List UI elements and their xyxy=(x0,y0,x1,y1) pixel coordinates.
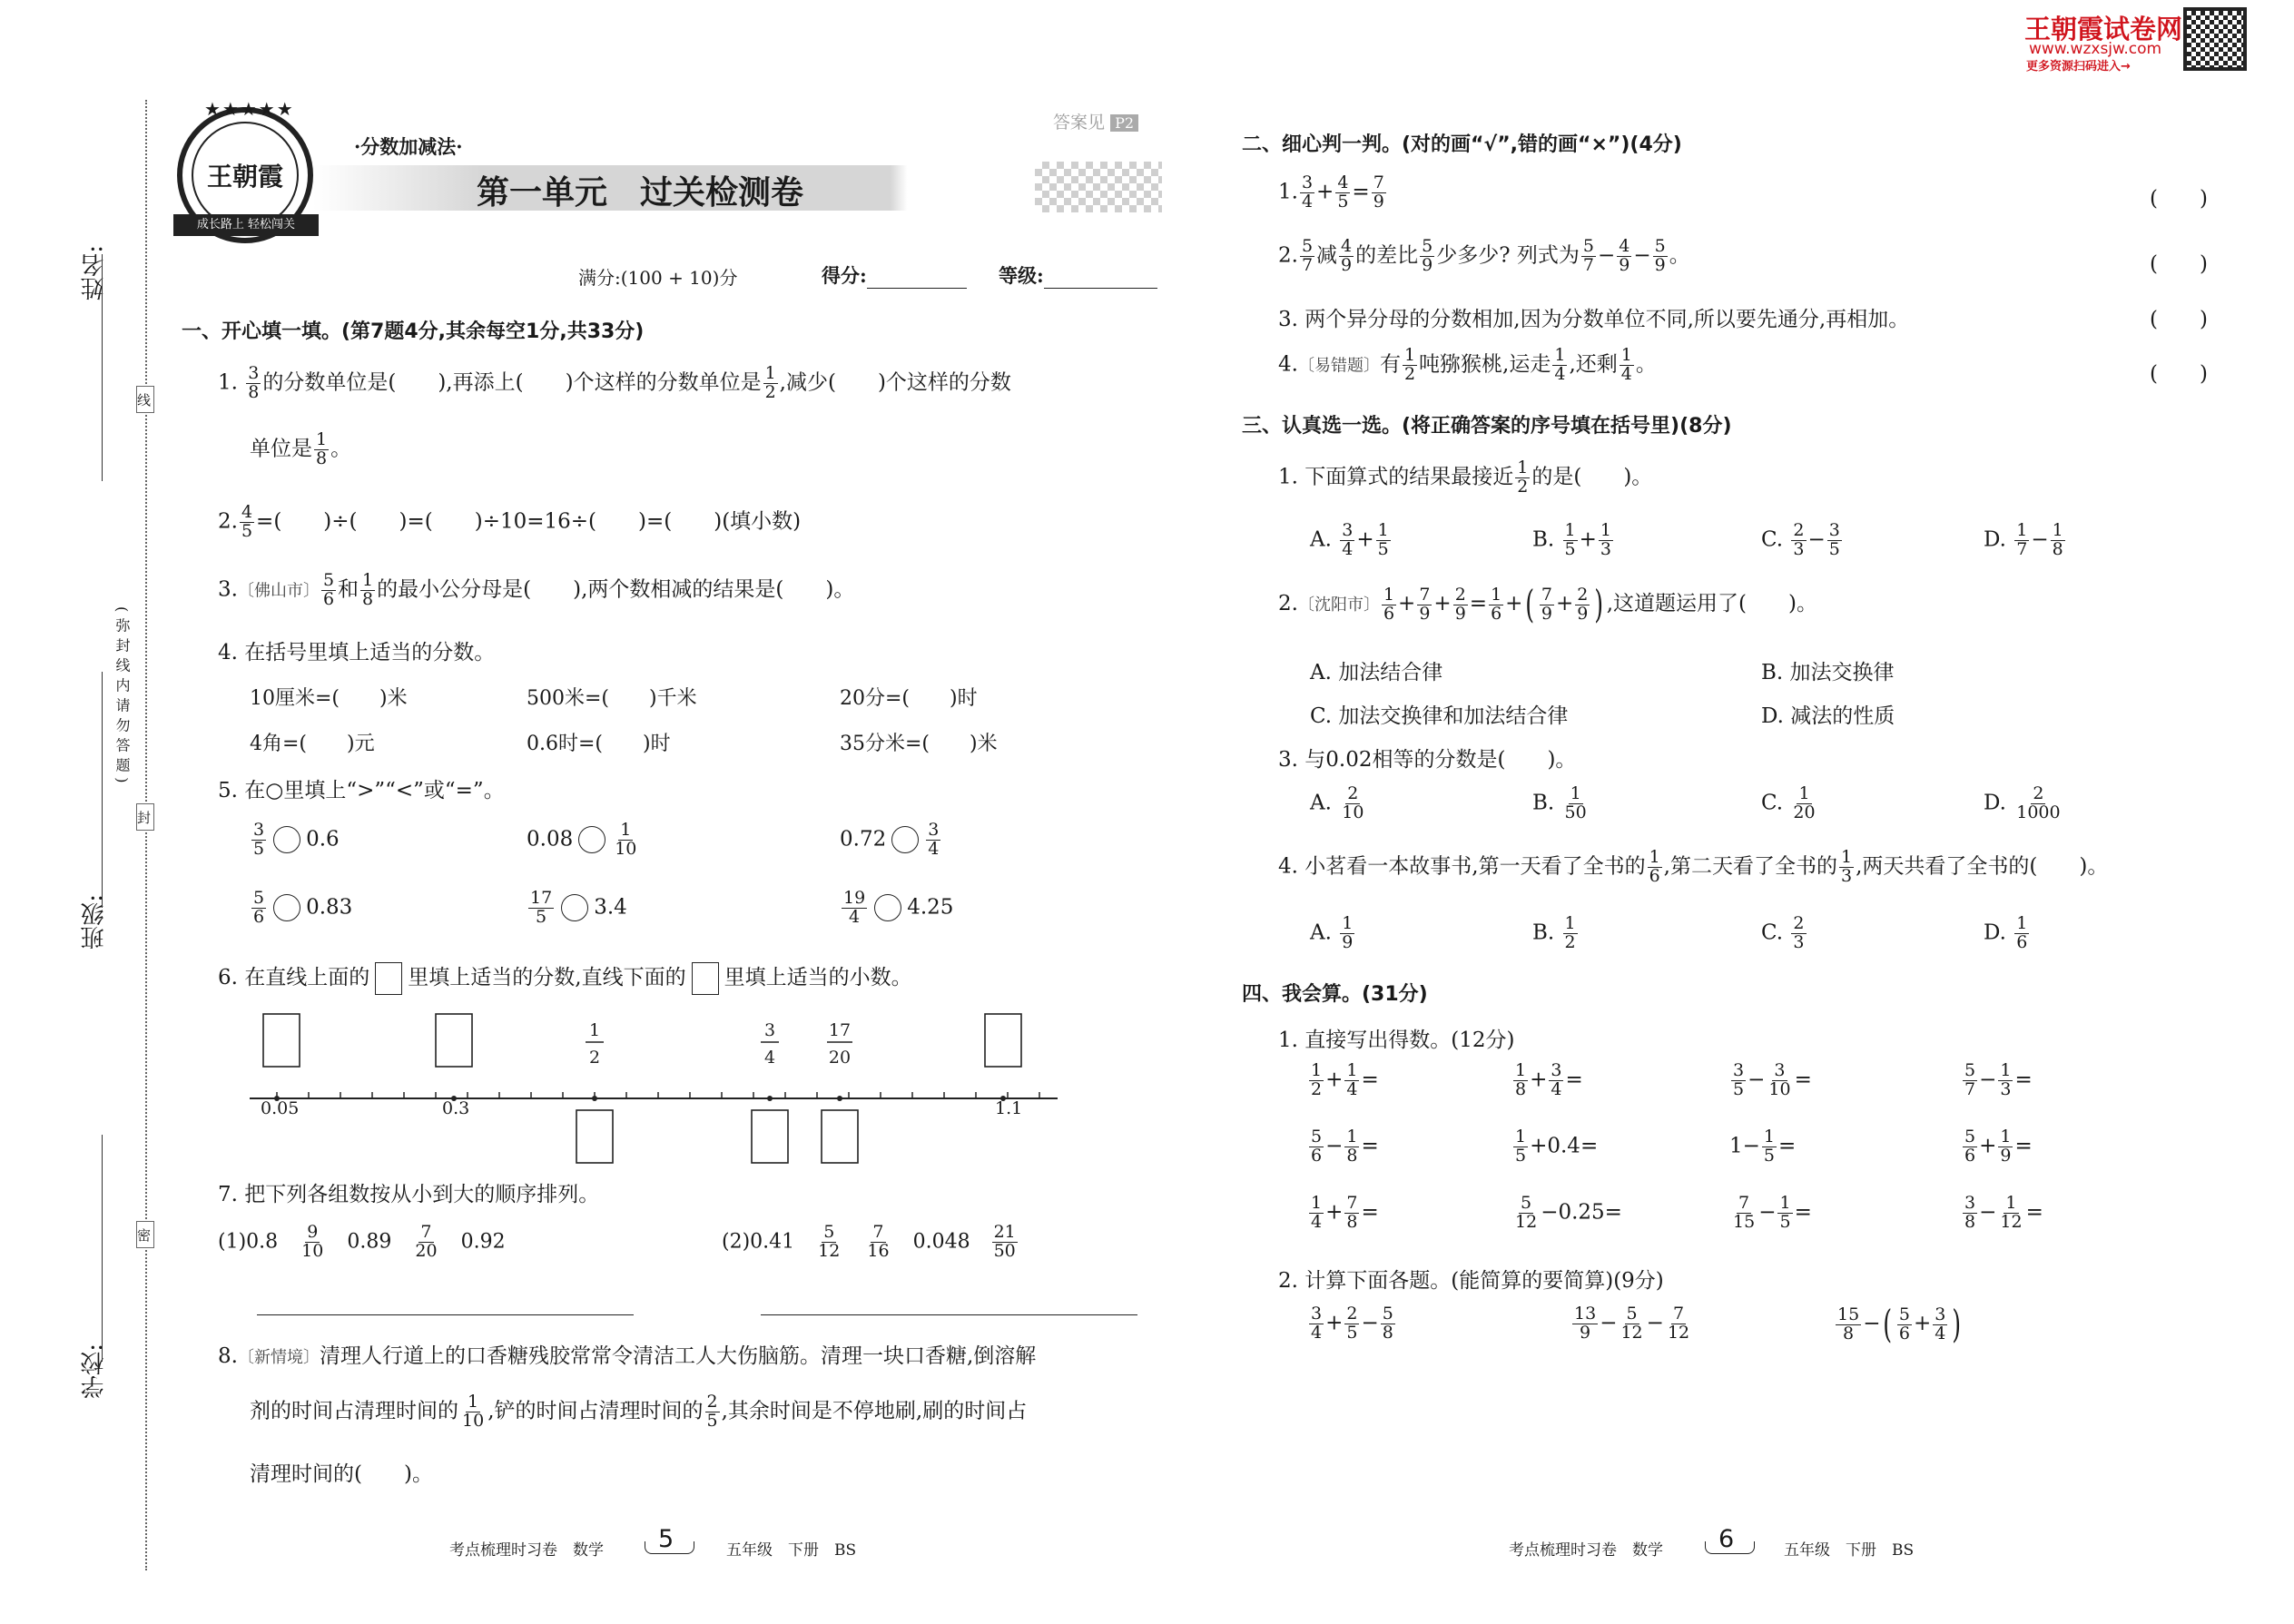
compare-circle xyxy=(561,894,588,921)
s1-q4-item: 0.6时=( )时 xyxy=(527,733,671,755)
logo-badge xyxy=(177,107,313,243)
qr-code-icon[interactable] xyxy=(2183,7,2247,71)
s3-q2: 2.〔沈阳市〕 $\frac{1}{6}$ + $\frac{7}{9}$ + $\frac{2}{9}$ = $\frac{1}{6}$ +( $\frac{7}{9}$ + $\frac{2}{9}$ ) ,这道题运用了( )。 xyxy=(1278,582,1817,626)
footer-right: 考点梳理时习卷 数学 xyxy=(1509,1541,1663,1560)
frac: $\frac{3}{8}$ xyxy=(248,363,260,402)
judge-paren[interactable]: ( ) xyxy=(2150,362,2208,386)
svg-text:3: 3 xyxy=(763,1020,776,1040)
section3-title: 三、认真选一选。(将正确答案的序号填在括号里)(8分) xyxy=(1242,415,1732,438)
s1-q5-item[interactable]: $\frac{19}{4}$ 4.25 xyxy=(843,888,954,927)
s1-q3: 3.〔佛山市〕 $\frac{5}{6}$ 和 $\frac{1}{8}$ 的最小公分母是( ),两个数相减的结果是( )。 xyxy=(218,570,855,609)
calc-item[interactable]: $\frac{5}{7}$ − $\frac{1}{3}$ = xyxy=(1964,1060,2033,1099)
calc-item[interactable]: $\frac{5}{6}$ + $\frac{1}{9}$ = xyxy=(1964,1127,2033,1166)
calc-item[interactable]: $\frac{5}{12}$ −0.25= xyxy=(1515,1193,1622,1232)
answer-box xyxy=(375,962,402,995)
school-label: 学校: xyxy=(81,1343,108,1399)
error-tag: 〔易错题〕 xyxy=(1297,356,1380,376)
region-tag: 〔沈阳市〕 xyxy=(1297,595,1380,615)
s1-q5: 5. 在○里填上“>”“<”或“=”。 xyxy=(218,779,505,802)
option-a[interactable]: A. $\frac{1}{9}$ xyxy=(1310,913,1354,952)
number-line-label: 1.1 xyxy=(995,1098,1023,1118)
calc-item[interactable]: $\frac{1}{4}$ + $\frac{7}{8}$ = xyxy=(1311,1193,1379,1232)
compare-circle xyxy=(891,826,919,853)
s1-q2: 2. $\frac{4}{5}$ =( )÷( )=( )÷10=16÷( )=( )(填小数) xyxy=(218,502,802,541)
s1-q1-line1: 1. $\frac{3}{8}$ 的分数单位是( ),再添上( )个这样的分数单位是 $\frac{1}{2}$ ,减少( )个这样的分数 xyxy=(218,363,1011,402)
checker-pattern xyxy=(1035,162,1162,212)
s1-q4-item: 500米=( )千米 xyxy=(527,687,697,710)
section1-title: 一、开心填一填。(第7题4分,其余每空1分,共33分) xyxy=(182,320,645,343)
compare-circle xyxy=(578,826,605,853)
class-label: 班级: xyxy=(81,894,108,950)
calc-item[interactable]: $\frac{1}{2}$ + $\frac{1}{4}$ = xyxy=(1311,1060,1379,1099)
s1-q8-line3: 清理时间的( )。 xyxy=(250,1462,433,1486)
seal-mark-line: 线 xyxy=(136,386,154,413)
name-field[interactable] xyxy=(77,245,111,300)
footer-right-grade: 五年级 下册 BS xyxy=(1784,1541,1915,1560)
option-a[interactable]: A. $\frac{2}{10}$ xyxy=(1310,783,1364,822)
page-number: 5 xyxy=(658,1525,674,1553)
s1-q7: 7. 把下列各组数按从小到大的顺序排列。 xyxy=(218,1183,600,1206)
s1-q7-group1: (1)0.8 $\frac{9}{10}$ 0.89 $\frac{7}{20}$ 0.92 xyxy=(218,1222,506,1261)
brand-name: 王朝霞试卷网 xyxy=(2024,14,2183,44)
judge-paren[interactable]: ( ) xyxy=(2150,252,2208,276)
svg-text:1: 1 xyxy=(588,1020,601,1040)
calc-item[interactable]: $\frac{15}{8}$ −( $\frac{5}{6}$ + $\frac{3}{4}$ ) xyxy=(1837,1302,1962,1346)
logo-text: 王朝霞 xyxy=(206,162,283,192)
s2-q4: 4.〔易错题〕有 $\frac{1}{2}$ 吨猕猴桃,运走 $\frac{1}{4}$ ,还剩 $\frac{1}{4}$ 。 xyxy=(1278,345,1657,384)
page-number-bracket xyxy=(1705,1541,1755,1554)
logo-stars: ★★★★★ xyxy=(204,98,295,120)
calc-item[interactable]: $\frac{3}{4}$ + $\frac{2}{5}$ − $\frac{5}{8}$ xyxy=(1311,1304,1393,1343)
calc-item[interactable]: 1− $\frac{1}{5}$ = xyxy=(1729,1127,1797,1166)
section4-title: 四、我会算。(31分) xyxy=(1242,983,1428,1006)
topic-label: ·分数加减法· xyxy=(354,135,463,158)
compare-circle xyxy=(273,894,300,921)
s1-q5-item[interactable]: $\frac{17}{5}$ 3.4 xyxy=(530,888,627,927)
s1-q5-item[interactable]: 0.08 $\frac{1}{10}$ xyxy=(527,820,637,859)
option-b[interactable]: B. $\frac{1}{5}$ + $\frac{1}{3}$ xyxy=(1532,520,1611,559)
s1-q6: 6. 在直线上面的 里填上适当的分数,直线下面的 里填上适当的小数。 xyxy=(218,960,912,995)
footer-left: 考点梳理时习卷 数学 xyxy=(449,1541,604,1560)
s1-q8-line1: 8.〔新情境〕清理人行道上的口香糖残胶常常令清洁工人大伤脑筋。清理一块口香糖,倒溶解 xyxy=(218,1344,1037,1368)
s2-q3: 3. 两个异分母的分数相加,因为分数单位不同,所以要先通分,再相加。 xyxy=(1278,308,1910,331)
frac: $\frac{1}{2}$ xyxy=(764,363,776,402)
class-field[interactable] xyxy=(77,894,111,950)
option-c[interactable]: C. 加法交换律和加法结合律 xyxy=(1310,704,1569,728)
score-label: 得分: xyxy=(822,264,867,287)
judge-paren[interactable]: ( ) xyxy=(2150,187,2208,211)
answer-box xyxy=(692,962,719,995)
judge-paren[interactable]: ( ) xyxy=(2150,308,2208,331)
s4-q2: 2. 计算下面各题。(能简算的要简算)(9分) xyxy=(1278,1269,1664,1293)
dotted-seal-line xyxy=(145,100,147,1570)
option-d[interactable]: D. $\frac{2}{1000}$ xyxy=(1984,783,2061,822)
answer-line[interactable] xyxy=(257,1314,634,1315)
page-title: 第一单元 过关检测卷 xyxy=(477,174,804,212)
name-label: 姓名: xyxy=(81,245,108,300)
svg-text:4: 4 xyxy=(763,1048,776,1068)
option-b[interactable]: B. 加法交换律 xyxy=(1761,661,1895,684)
s1-q4-item: 10厘米=( )米 xyxy=(250,687,408,710)
section2-title: 二、细心判一判。(对的画“√”,错的画“×”)(4分) xyxy=(1242,133,1682,156)
option-b[interactable]: B. $\frac{1}{50}$ xyxy=(1532,783,1587,822)
option-c[interactable]: C. $\frac{2}{3}$ − $\frac{3}{5}$ xyxy=(1761,520,1840,559)
seal-note: (弥封线内请勿答题) xyxy=(113,606,131,789)
s1-q5-item[interactable]: $\frac{3}{5}$ 0.6 xyxy=(253,820,340,859)
seal-mark-seal: 封 xyxy=(136,803,154,831)
option-a[interactable]: A. 加法结合律 xyxy=(1310,661,1443,684)
number-line-label: 0.3 xyxy=(442,1098,470,1118)
s3-q3: 3. 与0.02相等的分数是( )。 xyxy=(1278,748,1577,772)
svg-text:20: 20 xyxy=(828,1048,852,1068)
score-total: 满分:(100 + 10)分 xyxy=(578,267,738,289)
option-b[interactable]: B. $\frac{1}{2}$ xyxy=(1532,913,1576,952)
grade-field[interactable] xyxy=(999,261,1157,289)
number-line xyxy=(245,1012,1067,1166)
page-number-bracket xyxy=(645,1541,694,1554)
calc-item[interactable]: $\frac{5}{6}$ − $\frac{1}{8}$ = xyxy=(1311,1127,1379,1166)
class-line xyxy=(102,672,103,908)
calc-item[interactable]: $\frac{3}{5}$ − $\frac{3}{10}$ = xyxy=(1733,1060,1812,1099)
s4-q1: 1. 直接写出得数。(12分) xyxy=(1278,1029,1515,1052)
brand-url: www.wzxsjw.com xyxy=(2029,40,2162,58)
school-field[interactable] xyxy=(77,1343,111,1399)
region-tag: 〔佛山市〕 xyxy=(237,581,320,601)
svg-text:17: 17 xyxy=(828,1020,852,1040)
s2-q2: 2. $\frac{5}{7}$ 减 $\frac{4}{9}$ 的差比 $\frac{5}{9}$ 少多少? 列式为 $\frac{5}{7}$ − $\frac{4}{9}$ − $\frac{5}{9}$ 。 xyxy=(1278,236,1690,275)
s3-q4: 4. 小茗看一本故事书,第一天看了全书的 $\frac{1}{6}$ ,第二天看了全书的 $\frac{1}{3}$ ,两天共看了全书的( )。 xyxy=(1278,847,2109,886)
s1-q8-line2: 剂的时间占清理时间的 $\frac{1}{10}$ ,铲的时间占清理时间的 $\frac{2}{5}$ ,其余时间是不停地刷,刷的时间占 xyxy=(250,1392,1028,1431)
brand-slogan: 更多资源扫码进入→ xyxy=(2026,60,2131,74)
s1-q5-item[interactable]: 0.72 $\frac{3}{4}$ xyxy=(840,820,940,859)
context-tag: 〔新情境〕 xyxy=(237,1348,320,1367)
s1-q4-item: 35分米=( )米 xyxy=(840,733,998,755)
s1-q1-line2: 单位是 $\frac{1}{8}$ 。 xyxy=(250,429,352,468)
answer-line[interactable] xyxy=(761,1314,1137,1315)
school-line xyxy=(102,1135,103,1362)
s2-q1: 1. $\frac{3}{4}$ + $\frac{4}{5}$ = $\frac{7}{9}$ xyxy=(1278,172,1384,212)
s1-q5-item[interactable]: $\frac{5}{6}$ 0.83 xyxy=(253,888,353,927)
compare-circle xyxy=(874,894,901,921)
number-line-label: 0.05 xyxy=(261,1098,300,1118)
grade-label: 等级: xyxy=(999,264,1044,287)
option-d[interactable]: D. 减法的性质 xyxy=(1761,704,1895,728)
s1-q4-item: 20分=( )时 xyxy=(840,687,978,710)
s1-q4: 4. 在括号里填上适当的分数。 xyxy=(218,641,496,664)
calc-item[interactable]: $\frac{7}{15}$ − $\frac{1}{5}$ = xyxy=(1733,1193,1812,1232)
s1-q4-item: 4角=( )元 xyxy=(250,733,375,755)
s3-q1: 1. 下面算式的结果最接近 $\frac{1}{2}$ 的是( )。 xyxy=(1278,458,1653,497)
calc-item[interactable]: $\frac{13}{9}$ − $\frac{5}{12}$ − $\frac{7}{12}$ xyxy=(1574,1304,1690,1343)
calc-item[interactable]: $\frac{1}{8}$ + $\frac{3}{4}$ = xyxy=(1515,1060,1583,1099)
calc-item[interactable]: $\frac{1}{5}$ +0.4= xyxy=(1515,1127,1599,1166)
answer-page-badge: P2 xyxy=(1110,114,1138,132)
seal-mark-secret: 密 xyxy=(136,1221,154,1248)
calc-item[interactable]: $\frac{3}{8}$ − $\frac{1}{12}$ = xyxy=(1964,1193,2043,1232)
footer-left-grade: 五年级 下册 BS xyxy=(726,1541,857,1560)
s1-q7-group2: (2)0.41 $\frac{5}{12}$ $\frac{7}{16}$ 0.048 $\frac{21}{50}$ xyxy=(722,1222,1016,1261)
name-line xyxy=(102,254,103,481)
compare-circle xyxy=(273,826,300,853)
page-number: 6 xyxy=(1718,1525,1735,1553)
answer-ref-text: 答案见 xyxy=(1053,113,1106,133)
option-d[interactable]: D. $\frac{1}{6}$ xyxy=(1984,913,2028,952)
option-c[interactable]: C. $\frac{1}{20}$ xyxy=(1761,783,1816,822)
logo-ribbon: 成长路上 轻松闯关 xyxy=(173,214,319,236)
option-c[interactable]: C. $\frac{2}{3}$ xyxy=(1761,913,1805,952)
score-field[interactable] xyxy=(822,261,967,289)
logo-inner xyxy=(192,122,299,229)
option-d[interactable]: D. $\frac{1}{7}$ − $\frac{1}{8}$ xyxy=(1984,520,2063,559)
answer-reference xyxy=(1053,109,1138,133)
svg-text:2: 2 xyxy=(588,1048,601,1068)
option-a[interactable]: A. $\frac{3}{4}$ + $\frac{1}{5}$ xyxy=(1310,520,1389,559)
